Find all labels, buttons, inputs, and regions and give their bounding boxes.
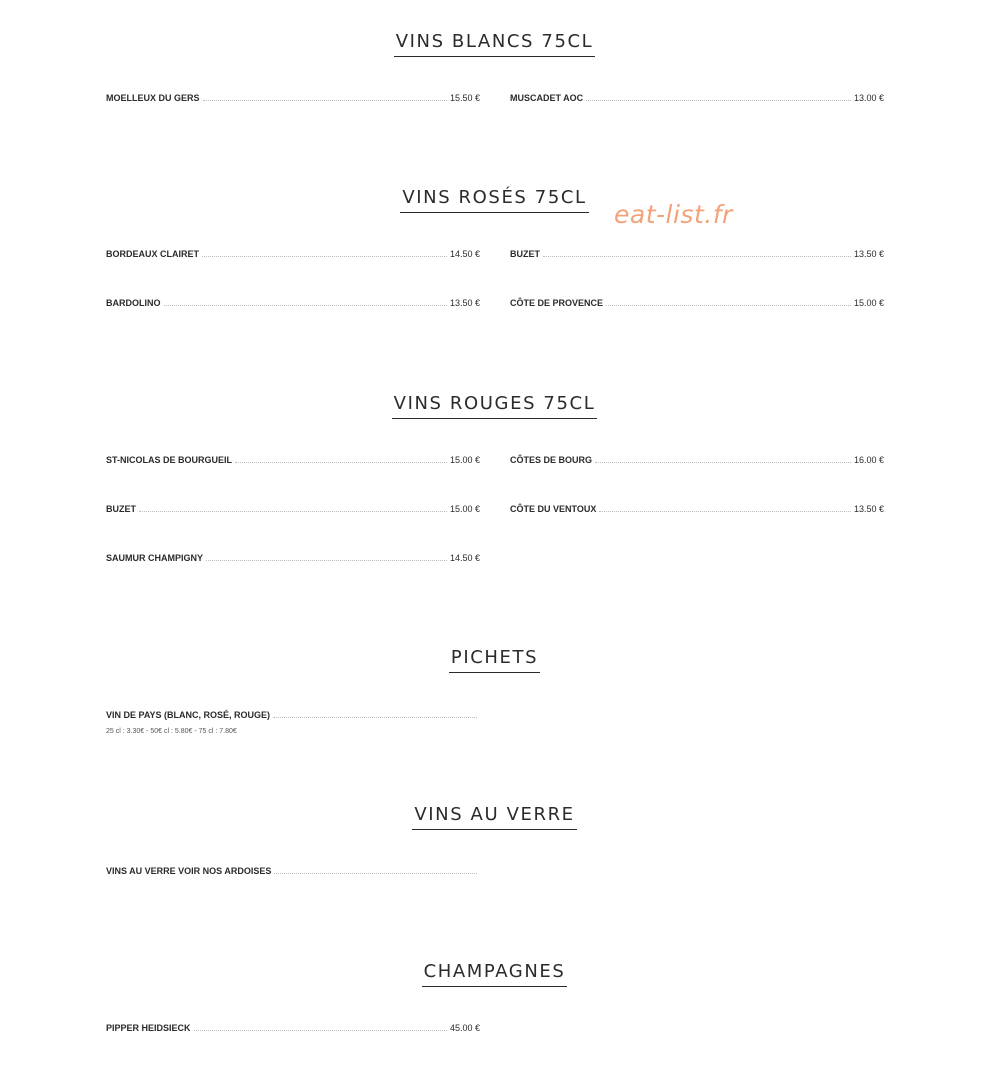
- item-price: 16.00 €: [853, 455, 884, 465]
- item-price: 13.50 €: [853, 504, 884, 514]
- item-name: CÔTES DE BOURG: [510, 455, 593, 465]
- menu-item-pipper-heidsieck: [106, 1020, 480, 1034]
- item-name: MUSCADET AOC: [510, 93, 584, 103]
- section-title: VINS ROSÉS 75CL: [0, 188, 989, 213]
- item-price: 15.00 €: [853, 298, 884, 308]
- section-title: VINS ROUGES 75CL: [0, 394, 989, 419]
- section-title: PICHETS: [0, 648, 989, 673]
- item-price: 13.50 €: [853, 249, 884, 259]
- item-price: 13.00 €: [853, 93, 884, 103]
- menu-item-vins-au-verre: [106, 863, 480, 877]
- item-name: BUZET: [510, 249, 540, 259]
- item-name: PIPPER HEIDSIECK: [106, 1023, 191, 1033]
- item-name: VINS AU VERRE VOIR NOS ARDOISES: [106, 866, 272, 876]
- item-description: 25 cl : 3.30€ - 50€ cl : 5.80€ - 75 cl : 7.80€: [106, 728, 237, 735]
- item-price: 15.50 €: [449, 93, 480, 103]
- menu-item-vin-de-pays: [106, 707, 480, 721]
- watermark: eat-list.fr: [614, 200, 733, 229]
- item-price: 15.00 €: [449, 455, 480, 465]
- item-name: VIN DE PAYS (BLANC, ROSÉ, ROUGE): [106, 710, 271, 720]
- item-price: 14.50 €: [449, 249, 480, 259]
- menu-item-st-nicolas-de-bourgueil: [106, 452, 480, 466]
- item-price: 15.00 €: [449, 504, 480, 514]
- item-price: 13.50 €: [449, 298, 480, 308]
- item-name: BUZET: [106, 504, 136, 514]
- menu-item-buzet-rouge: [106, 501, 480, 515]
- item-name: CÔTE DU VENTOUX: [510, 504, 597, 514]
- menu-item-muscadet-aoc: [510, 90, 884, 104]
- item-name: MOELLEUX DU GERS: [106, 93, 200, 103]
- item-name: ST-NICOLAS DE BOURGUEIL: [106, 455, 233, 465]
- menu-item-cote-du-ventoux: [510, 501, 884, 515]
- menu-item-moelleux-du-gers: [106, 90, 480, 104]
- menu-item-cote-de-provence: [510, 295, 884, 309]
- section-title: CHAMPAGNES: [0, 962, 989, 987]
- item-name: BARDOLINO: [106, 298, 161, 308]
- menu-item-cotes-de-bourg: [510, 452, 884, 466]
- item-name: BORDEAUX CLAIRET: [106, 249, 200, 259]
- item-price: 14.50 €: [449, 553, 480, 563]
- item-name: CÔTE DE PROVENCE: [510, 298, 604, 308]
- item-price: 45.00 €: [449, 1023, 480, 1033]
- menu-item-bardolino: [106, 295, 480, 309]
- item-name: SAUMUR CHAMPIGNY: [106, 553, 204, 563]
- section-title: VINS AU VERRE: [0, 805, 989, 830]
- menu-item-bordeaux-clairet: [106, 246, 480, 260]
- menu-item-buzet-rose: [510, 246, 884, 260]
- menu-item-saumur-champigny: [106, 550, 480, 564]
- section-title: VINS BLANCS 75CL: [0, 32, 989, 57]
